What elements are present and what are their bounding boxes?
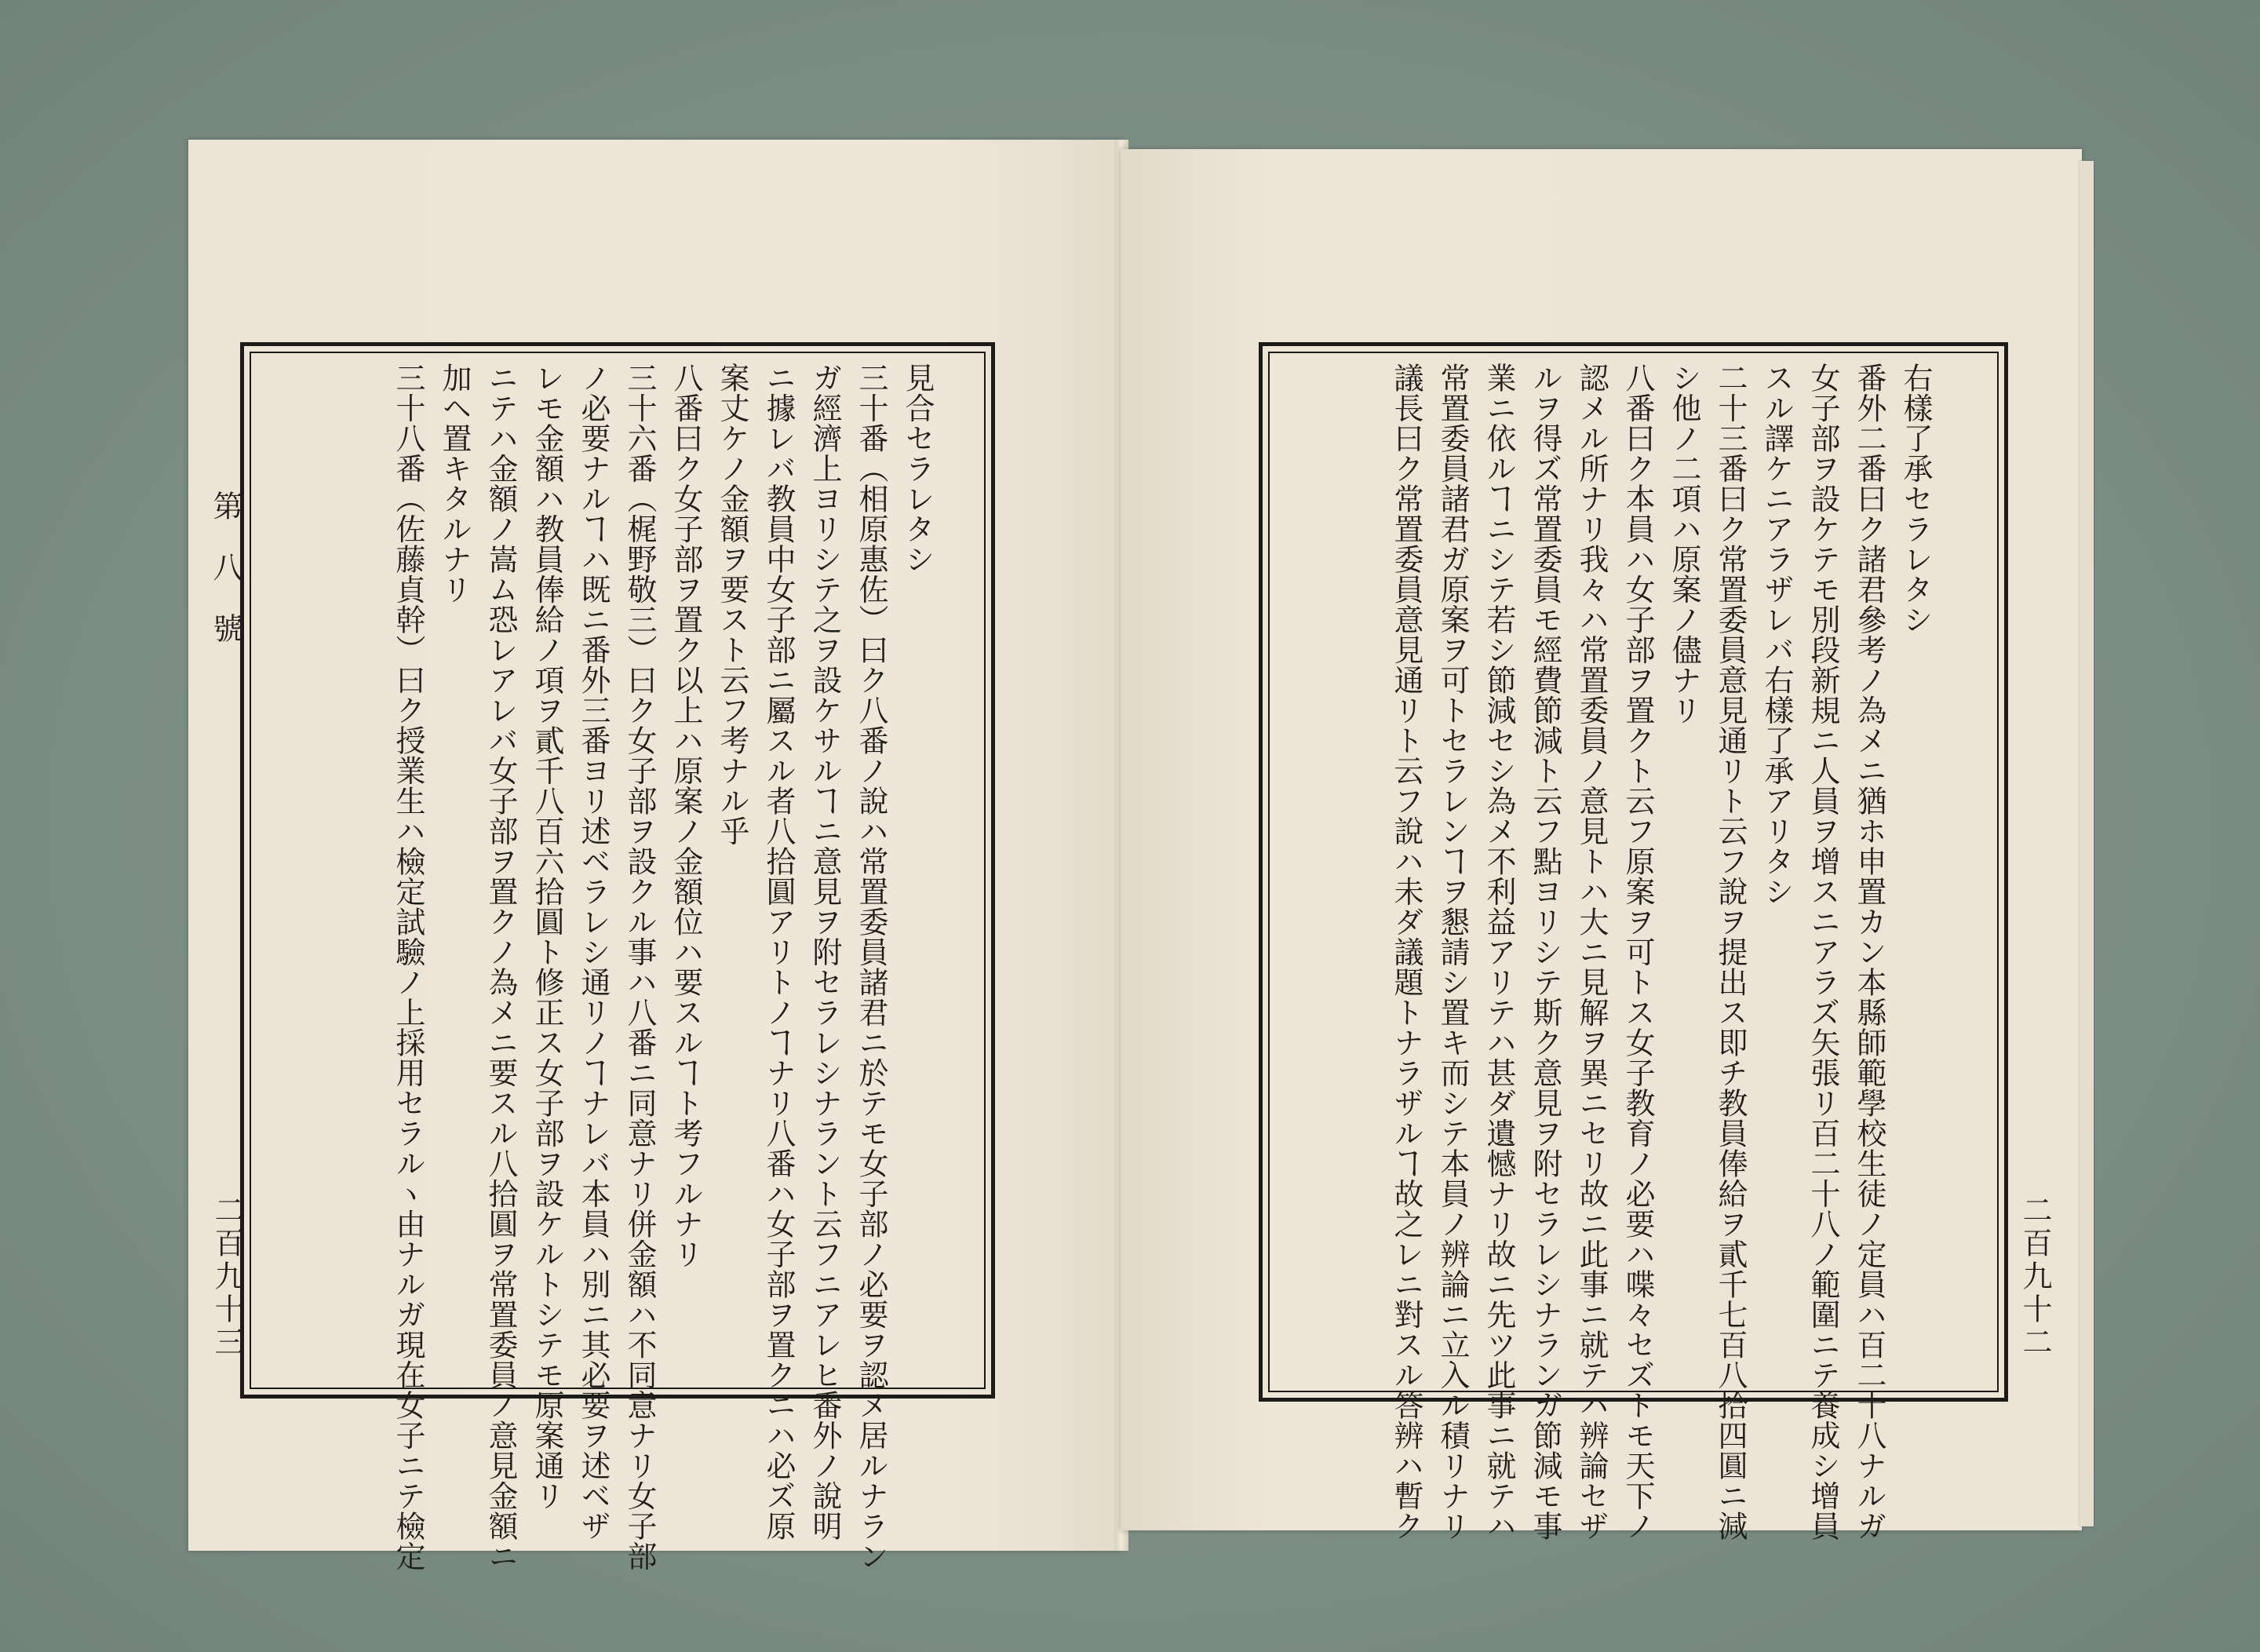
text-line: 認メル所ナリ我々ハ常置委員ノ意見トハ大ニ見解ヲ異ニセリ故ニ此事ニ就テハ辨論セザ [1574, 363, 1609, 1541]
left-page-text [312, 363, 940, 1571]
text-line: シ他ノ二項ハ原案ノ儘ナリ [1667, 363, 1701, 725]
text-line: レモ金額ハ教員俸給ノ項ヲ貳千八百六拾圓ト修正ス女子部ヲ設ケルトシテモ原案通リ [530, 363, 564, 1511]
text-line: 三十八番（佐藤貞幹）曰ク授業生ハ檢定試驗ノ上採用セラルヽ由ナルガ現在女子ニテ檢定 [391, 363, 425, 1571]
text-line: ノ必要ナルヿハ既ニ番外三番ヨリ述ベラレシ通リノヿナレバ本員ハ別ニ其必要ヲ述ベザ [576, 363, 611, 1541]
text-line: 常置委員諸君ガ原案ヲ可トセラレンヿヲ懇請シ置キ而シテ本員ノ辨論ニ立入ル積リナリ [1435, 363, 1470, 1541]
text-line: 女子部ヲ設ケテモ別段新規ニ人員ヲ增スニアラズ矢張リ百二十八ノ範圍ニテ養成シ增員 [1806, 363, 1840, 1541]
text-line: ガ經濟上ヨリシテ之ヲ設ケサルヿニ意見ヲ附セラレシナラント云フニアレヒ番外ノ說明 [807, 363, 842, 1541]
text-line: 三十番（相原惠佐）曰ク八番ノ說ハ常置委員諸君ニ於テモ女子部ノ必要ヲ認メ居ルナラン [854, 363, 888, 1571]
text-line: ルヲ得ズ常置委員モ經費節減ト云フ點ヨリシテ斯ク意見ヲ附セラレシナランガ節減モ事 [1528, 363, 1562, 1541]
text-line: ニ據レバ教員中女子部ニ屬スル者八拾圓アリトノヿナリ八番ハ女子部ヲ置クニハ必ズ原 [761, 363, 796, 1541]
issue-label: 第八號 [208, 490, 242, 674]
text-line: 右樣了承セラレタシ [1898, 363, 1933, 635]
text-line: スル譯ケニアラザレバ右樣了承アリタシ [1759, 363, 1794, 906]
right-page-edge [2080, 161, 2094, 1526]
text-line: 番外二番曰ク諸君參考ノ為メニ猶ホ申置カン本縣師範學校生徒ノ定員ハ百二十八ナルガ [1852, 363, 1886, 1541]
text-line: 八番曰ク本員ハ女子部ヲ置クト云フ原案ヲ可トス女子教育ノ必要ハ喋々セズトモ天下ノ [1620, 363, 1655, 1541]
text-line: ニテハ金額ノ嵩ム恐レアレバ女子部ヲ置クノ為メニ要スル八拾圓ヲ常置委員ノ意見金額ニ [483, 363, 518, 1571]
text-line: 二十三番曰ク常置委員意見通リト云フ說ヲ提出ス即チ教員俸給ヲ貳千七百八拾四圓ニ減 [1713, 363, 1748, 1541]
right-page-text [1389, 363, 1938, 1541]
text-line: 業ニ依ルヿニシテ若シ節減セシ為メ不利益アリテハ甚ダ遺憾ナリ故ニ先ツ此事ニ就テハ [1482, 363, 1516, 1541]
text-line: 三十六番（梶野敬三）曰ク女子部ヲ設クル事ハ八番ニ同意ナリ併金額ハ不同意ナリ女子部 [622, 363, 657, 1571]
text-line: 八番曰ク女子部ヲ置ク以上ハ原案ノ金額位ハ要スルヿト考フルナリ [669, 363, 703, 1269]
text-line: 議長曰ク常置委員意見通リト云フ說ハ未ダ議題トナラザルヿ故之レニ對スル答辨ハ暫ク [1389, 363, 1423, 1541]
text-line: 加ヘ置キタルナリ [437, 363, 472, 604]
text-line: 案丈ケノ金額ヲ要スト云フ考ナル乎 [715, 363, 749, 846]
text-line: 見合セラレタシ [900, 363, 935, 574]
right-page-number: 二百九十二 [2018, 1194, 2052, 1359]
left-page-number: 二百九十三 [210, 1194, 244, 1359]
